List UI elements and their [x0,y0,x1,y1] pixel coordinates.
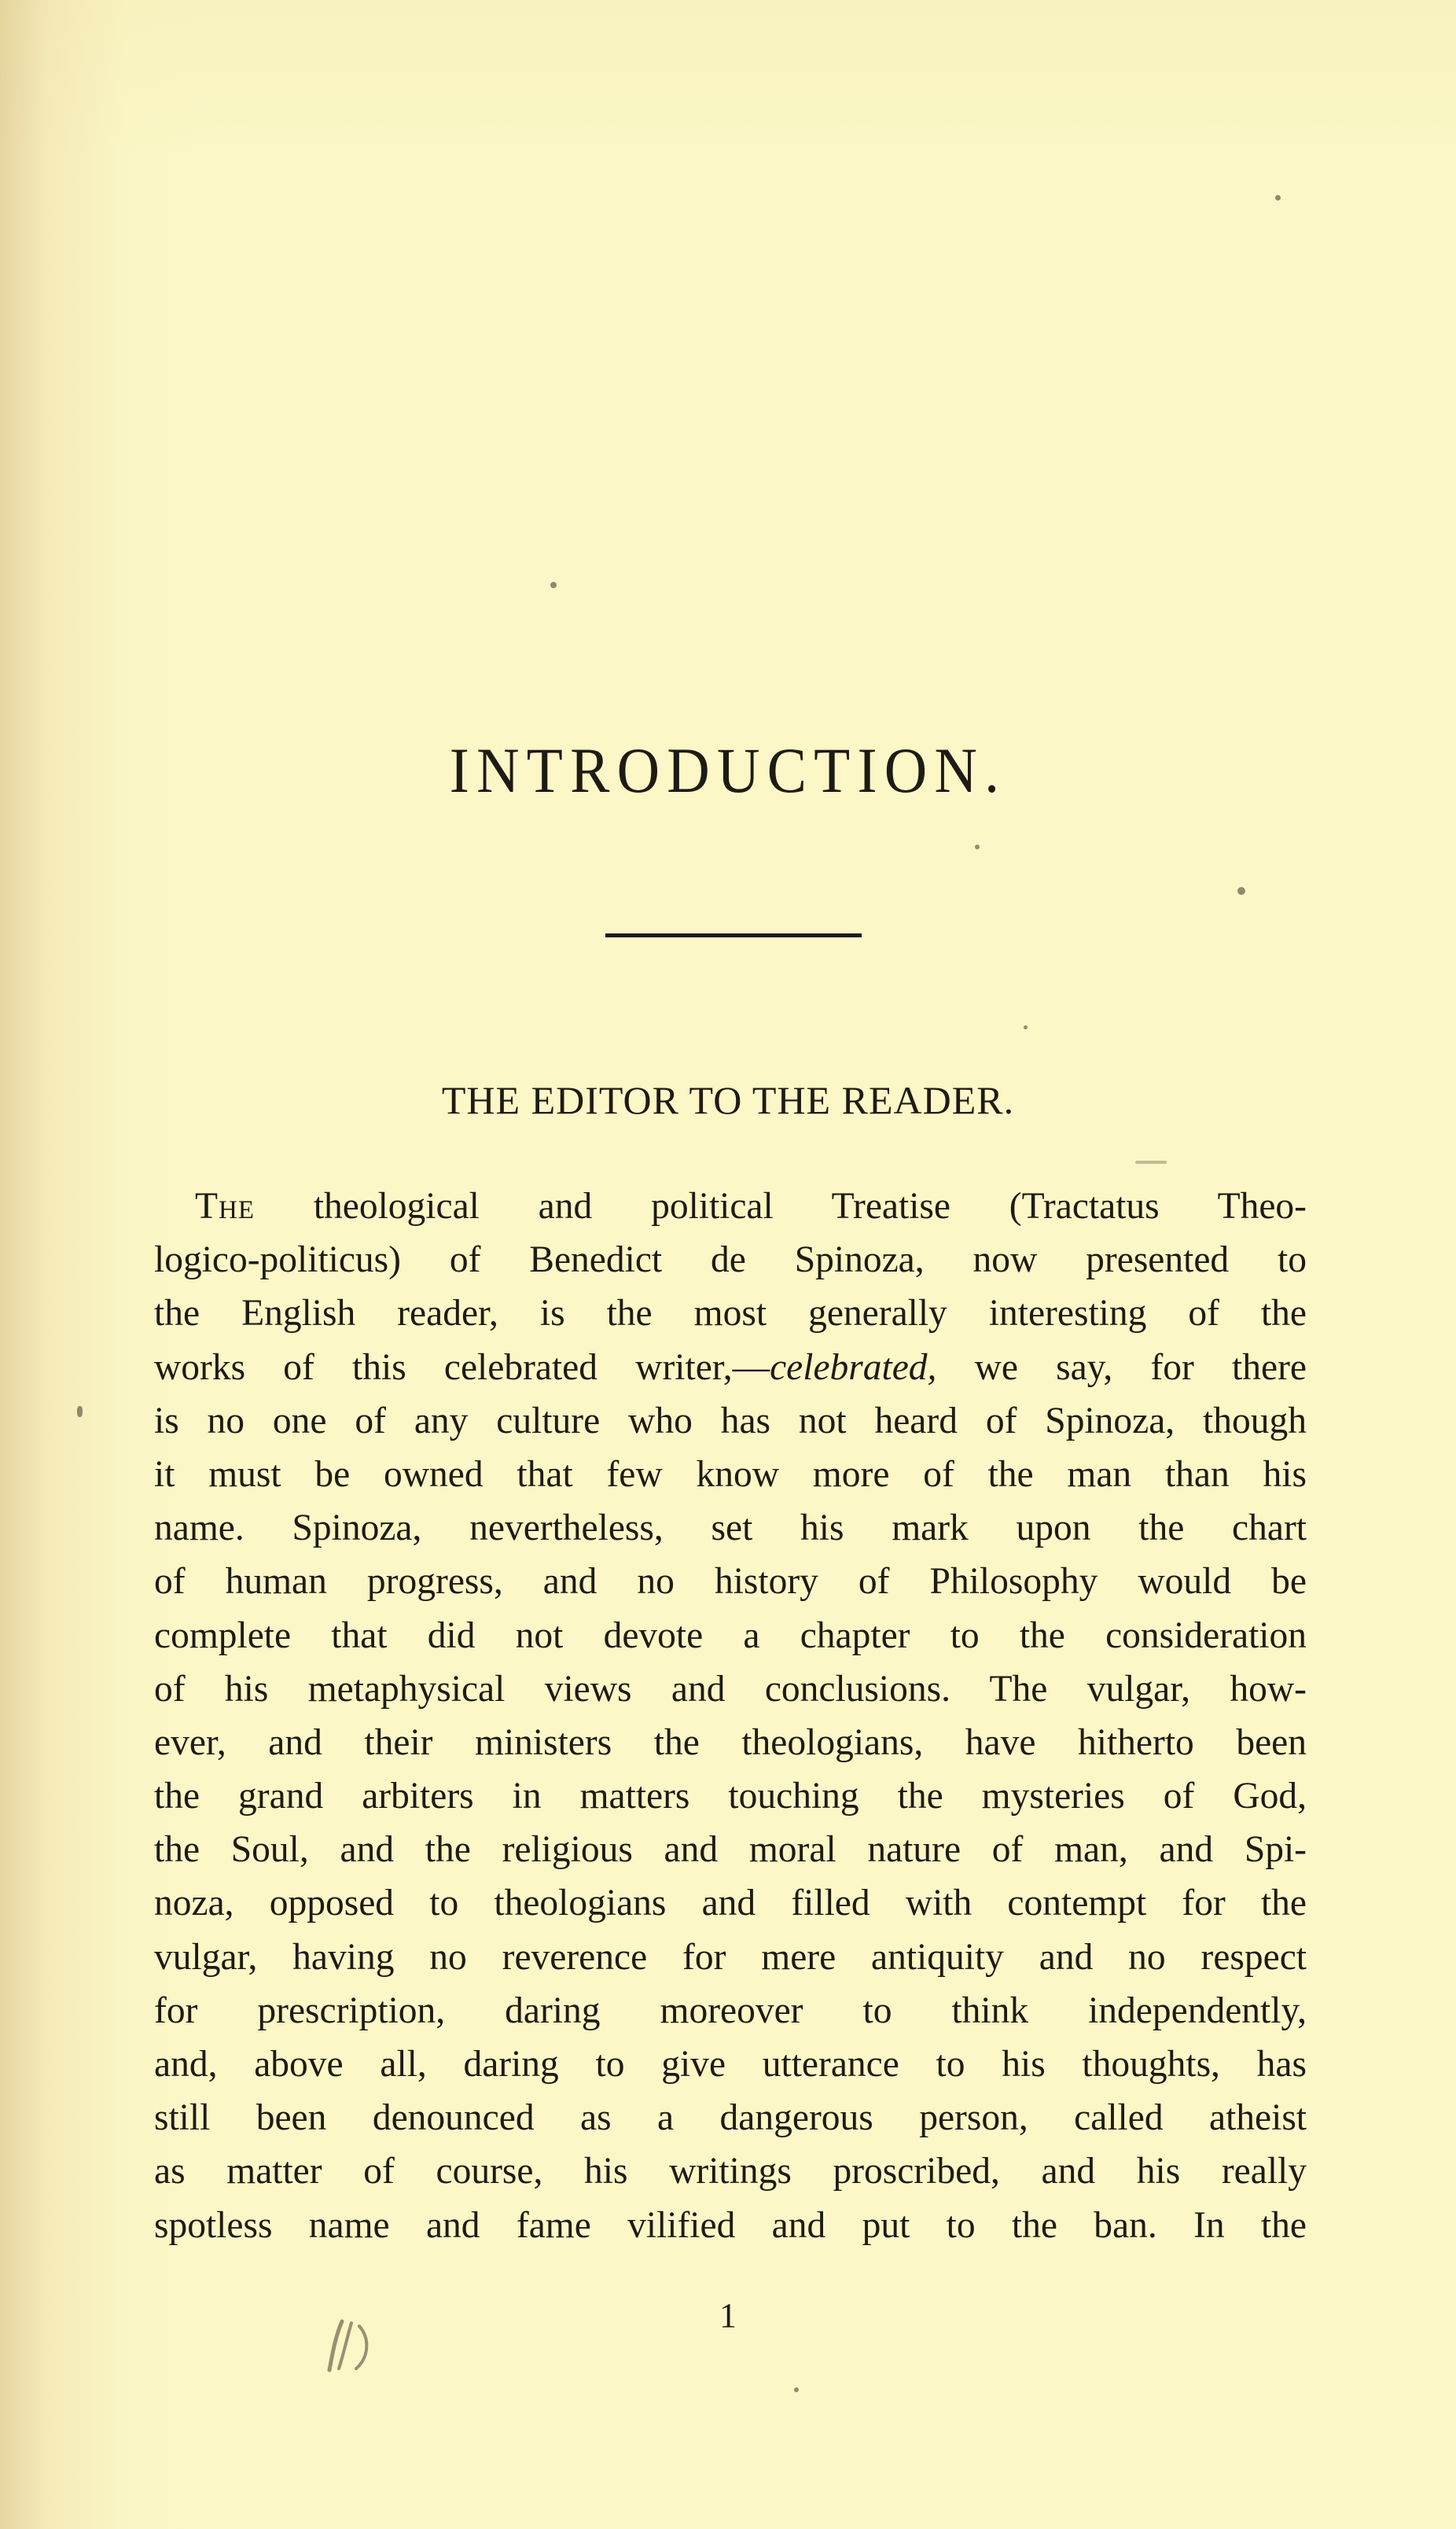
text-line: name. Spinoza, nevertheless, set his mark upon the chart [154,1507,1307,1549]
text-line [154,1180,1307,1233]
paper-speck [975,845,980,849]
page-title: INTRODUCTION. [449,734,1007,806]
text-line: of his metaphysical views and conclusions. The vulgar, how- [154,1668,1307,1710]
text-line: logico-politicus) of Benedict de Spinoza, now presented to [154,1239,1307,1281]
text-line: vulgar, having no reverence for mere antiquity and no respect [154,1936,1307,1978]
handwritten-mark [318,2318,381,2373]
text-line: as matter of course, his writings proscribed, and his really [154,2151,1307,2192]
paper-speck [1275,195,1281,201]
body-paragraph [154,1180,1307,2252]
text-line-start: works of this celebrated writer,— [154,1346,770,1388]
text-line: the grand arbiters in matters touching the mysteries of God, [154,1776,1307,1817]
paper-speck [1135,1161,1167,1164]
paper-speck [1237,887,1245,895]
text-line: ever, and their ministers the theologians, have hitherto been [154,1721,1307,1763]
text-line: of human progress, and no history of Philosophy would be [154,1561,1307,1603]
text-line: and, above all, daring to give utterance to his thoughts, has [154,2044,1307,2085]
paper-speck [77,1406,83,1417]
text-line: the English reader, is the most generally interesting of the [154,1293,1307,1334]
text-line: still been denounced as a dangerous person, called atheist [154,2097,1307,2139]
text-line: spotless name and fame vilified and put to the ban. In the [154,2204,1307,2246]
text-line: complete that did not devote a chapter to the consideration [154,1614,1307,1656]
text-line: the Soul, and the religious and moral nature of man, and Spi- [154,1829,1307,1871]
section-heading: THE EDITOR TO THE READER. [441,1078,1015,1122]
text-line-tail: we say, for there [936,1346,1307,1388]
opening-small-caps: The [195,1186,256,1227]
paper-speck [794,2387,799,2392]
title-rule-divider [605,933,862,937]
text-line-rest: theological and political Treatise (Tractatus Theo- [255,1186,1307,1227]
text-line [154,1341,1307,1394]
text-line: it must be owned that few know more of the man than his [154,1453,1307,1495]
italic-word: celebrated, [770,1346,937,1388]
paper-speck [1024,1025,1028,1029]
text-line: for prescription, daring moreover to think independently, [154,1990,1307,2031]
text-line: noza, opposed to theologians and filled with contempt for the [154,1883,1307,1924]
page-number: 1 [719,2296,737,2335]
text-line: is no one of any culture who has not heard of Spinoza, though [154,1400,1307,1441]
paper-speck [550,582,557,588]
